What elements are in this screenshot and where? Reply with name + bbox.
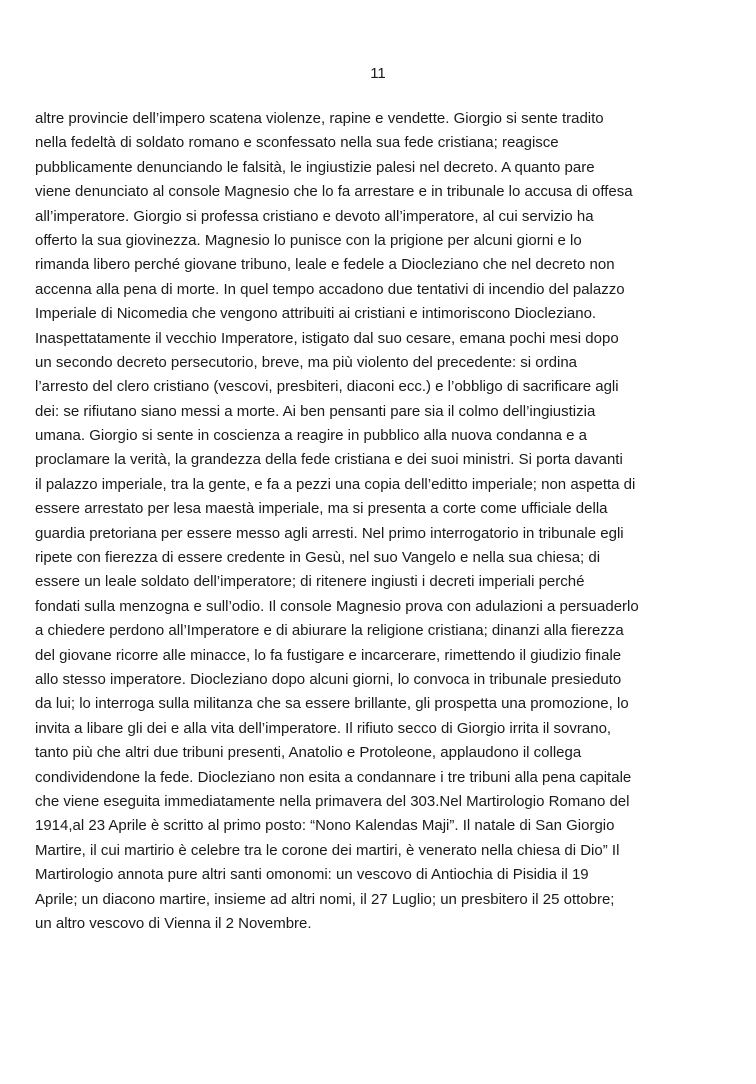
text-line: proclamare la verità, la grandezza della fede cristiana e dei suoi ministri. Si porta davanti bbox=[35, 451, 623, 469]
text-line: che viene eseguita immediatamente nella primavera del 303.Nel Martirologio Romano del bbox=[35, 792, 630, 810]
text-line: allo stesso imperatore. Diocleziano dopo alcuni giorni, lo convoca in tribunale presieduto bbox=[35, 670, 622, 688]
text-line: dei: se rifiutano siano messi a morte. Ai ben pensanti pare sia il colmo dell’ingiustizia bbox=[35, 402, 596, 420]
text-line: accenna alla pena di morte. In quel tempo accadono due tentativi di incendio del palazzo bbox=[35, 280, 625, 298]
text-line: condividendone la fede. Diocleziano non esita a condannare i tre tribuni alla pena capitale bbox=[35, 768, 632, 786]
text-line: guardia pretoriana per essere messo agli arresti. Nel primo interrogatorio in tribunale egli bbox=[35, 524, 624, 542]
text-line: rimanda libero perché giovane tribuno, leale e fedele a Diocleziano che nel decreto non bbox=[35, 256, 615, 274]
text-line: un secondo decreto persecutorio, breve, ma più violento del precedente: si ordina bbox=[35, 353, 577, 371]
text-line: umana. Giorgio si sente in coscienza a reagire in pubblico alla nuova condanna e a bbox=[35, 427, 588, 445]
text-line: Aprile; un diacono martire, insieme ad altri nomi, il 27 Luglio; un presbitero il 25 ottobre; bbox=[35, 890, 615, 908]
text-line: il palazzo imperiale, tra la gente, e fa a pezzi una copia dell’editto imperiale; non aspetta di bbox=[35, 475, 636, 493]
text-line: invita a libare gli dei e alla vita dell’imperatore. Il rifiuto secco di Giorgio irrita il sovrano, bbox=[35, 719, 612, 737]
text-line: del giovane ricorre alle minacce, lo fa fustigare e incarcerare, rimettendo il giudizio finale bbox=[35, 646, 622, 664]
text-line: 1914,al 23 Aprile è scritto al primo posto: “Nono Kalendas Maji”. Il natale di San Giorgio bbox=[35, 817, 615, 835]
text-line: fondati sulla menzogna e sull’odio. Il console Magnesio prova con adulazioni a persuaderlo bbox=[35, 597, 639, 615]
text-line: Inaspettatamente il vecchio Imperatore, istigato dal suo cesare, emana pochi mesi dopo bbox=[35, 329, 619, 347]
text-line: un altro vescovo di Vienna il 2 Novembre. bbox=[35, 914, 312, 932]
text-line: altre provincie dell’impero scatena violenze, rapine e vendette. Giorgio si sente tradito bbox=[35, 110, 604, 127]
text-line: da lui; lo interroga sulla militanza che sa essere brillante, gli prospetta una promozione, lo bbox=[35, 695, 629, 713]
text-line: essere arrestato per lesa maestà imperiale, ma si presenta a corte come ufficiale della bbox=[35, 500, 608, 518]
text-line: viene denunciato al console Magnesio che lo fa arrestare e in tribunale lo accusa di offesa bbox=[35, 183, 633, 201]
text-line: ripete con fierezza di essere credente in Gesù, nel suo Vangelo e nella sua chiesa; di bbox=[35, 549, 601, 567]
body-text bbox=[35, 107, 725, 936]
text-line: pubblicamente denunciando le falsità, le ingiustizie palesi nel decreto. A quanto pare bbox=[35, 158, 595, 176]
text-line: nella fedeltà di soldato romano e sconfessato nella sua fede cristiana; reagisce bbox=[35, 134, 559, 152]
text-line: Martire, il cui martirio è celebre tra le corone dei martiri, è venerato nella chiesa di Dio” Il bbox=[35, 841, 620, 859]
text-line: offerto la sua giovinezza. Magnesio lo punisce con la prigione per alcuni giorni e lo bbox=[35, 231, 582, 249]
text-line: l’arresto del clero cristiano (vescovi, presbiteri, diaconi ecc.) e l’obbligo di sacrificare agli bbox=[35, 378, 619, 396]
page-number: 11 bbox=[370, 65, 386, 82]
text-line: tanto più che altri due tribuni presenti, Anatolio e Protoleone, applaudono il collega bbox=[35, 744, 582, 762]
text-line: all’imperatore. Giorgio si professa cristiano e devoto all’imperatore, al cui servizio ha bbox=[35, 207, 594, 225]
text-line: Martirologio annota pure altri santi omonomi: un vescovo di Antiochia di Pisidia il 19 bbox=[35, 866, 589, 884]
text-line: a chiedere perdono all’Imperatore e di abiurare la religione cristiana; dinanzi alla fierezza bbox=[35, 622, 624, 640]
text-line: essere un leale soldato dell’imperatore; di ritenere ingiusti i decreti imperiali perché bbox=[35, 573, 585, 591]
text-line: Imperiale di Nicomedia che vengono attribuiti ai cristiani e intimoriscono Diocleziano. bbox=[35, 305, 597, 323]
